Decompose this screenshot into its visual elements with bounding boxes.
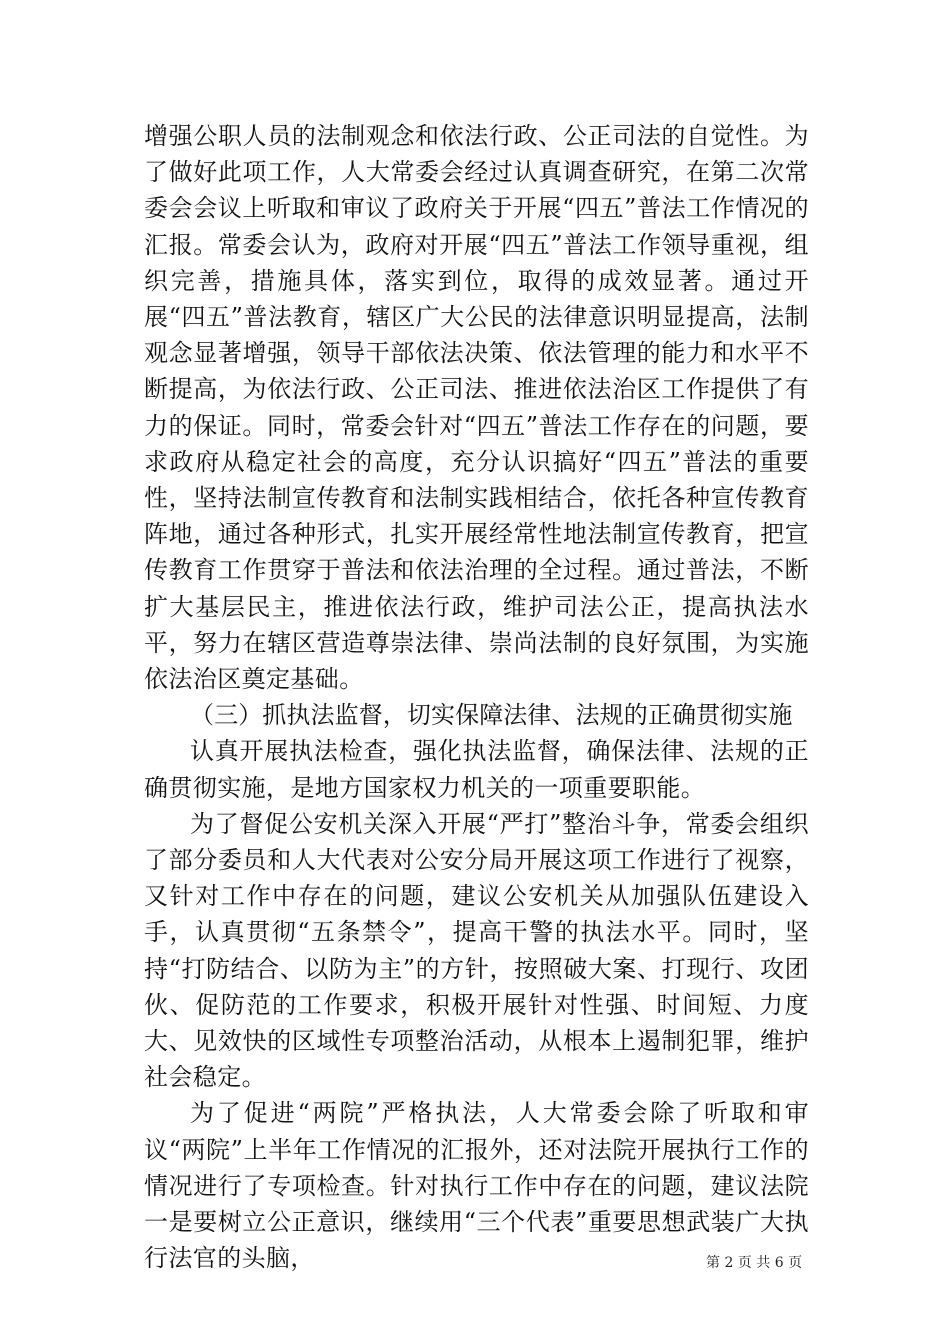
document-body: [144, 118, 809, 1277]
paragraph-continuation: 增强公职人员的法制观念和依法行政、公正司法的自觉性。为了做好此项工作，人大常委会经过认真调查研究，在第二次常委会会议上听取和审议了政府关于开展“四五”普法工作情况的汇报。常委会认为，政府对开展“四五”普法工作领导重视，组织完善，措施具体，落实到位，取得的成效显著。通过开展“四五”普法教育，辖区广大公民的法律意识明显提高，法制观念显著增强，领导干部依法决策、依法管理的能力和水平不断提高，为依法行政、公正司法、推进依法治区工作提供了有力的保证。同时，常委会针对“四五”普法工作存在的问题，要求政府从稳定社会的高度，充分认识搞好“四五”普法的重要性，坚持法制宣传教育和法制实践相结合，依托各种宣传教育阵地，通过各种形式，扎实开展经常性地法制宣传教育，把宣传教育工作贯穿于普法和依法治理的全过程。通过普法，不断扩大基层民主，推进依法行政，维护司法公正，提高执法水平，努力在辖区营造尊崇法律、崇尚法制的良好氛围，为实施依法治区奠定基础。: [144, 122, 809, 694]
paragraph: 为了督促公安机关深入开展“严打”整治斗争，常委会组织了部分委员和人大代表对公安分局开展这项工作进行了视察，又针对工作中存在的问题，建议公安机关从加强队伍建设入手，认真贯彻“五条禁令”，提高干警的执法水平。同时，坚持“打防结合、以防为主”的方针，按照破大案、打现行、攻团伙、促防范的工作要求，积极开展针对性强、时间短、力度大、见效快的区域性专项整治活动，从根本上遏制犯罪，维护社会稳定。: [144, 809, 809, 1092]
section-heading: （三）抓执法监督，切实保障法律、法规的正确贯彻实施: [190, 701, 793, 730]
paragraph: 认真开展执法检查，强化执法监督，确保法律、法规的正确贯彻实施，是地方国家权力机关的一项重要职能。: [144, 737, 809, 802]
page-number-footer: 第 2 页 共 6 页: [706, 1255, 803, 1271]
paragraph: 为了促进“两院”严格执法，人大常委会除了听取和审议“两院”上半年工作情况的汇报外，还对法院开展执行工作的情况进行了专项检查。针对执行工作中存在的问题，建议法院一是要树立公正意识，继续用“三个代表”重要思想武装广大执行法官的头脑，: [144, 1099, 809, 1273]
